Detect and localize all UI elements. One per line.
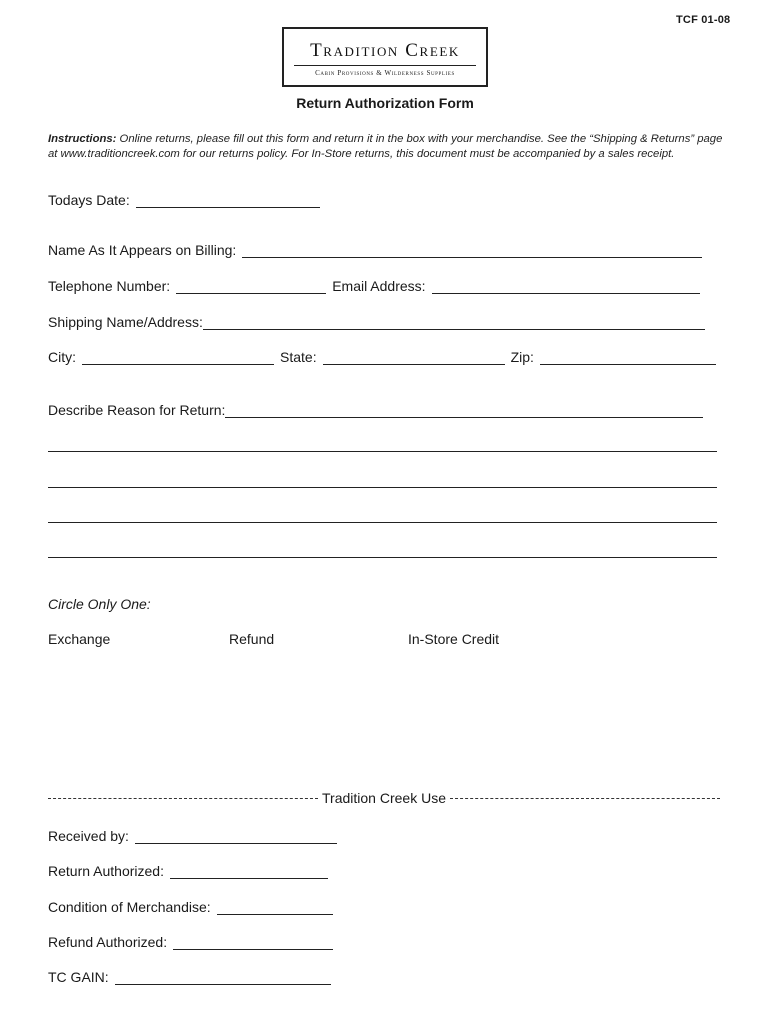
tc-gain-label: TC GAIN: [48, 969, 109, 985]
city-field[interactable] [82, 349, 274, 365]
reason-line[interactable] [48, 451, 717, 452]
received-by-label: Received by: [48, 828, 129, 844]
received-by-row [48, 824, 337, 844]
logo-rule [294, 65, 476, 66]
refund-authorized-field[interactable] [173, 934, 333, 950]
received-by-field[interactable] [135, 828, 337, 844]
state-field[interactable] [323, 349, 505, 365]
refund-authorized-row [48, 930, 333, 950]
form-title: Return Authorization Form [296, 95, 474, 111]
billing-name-row [48, 238, 702, 258]
shipping-label: Shipping Name/Address: [48, 314, 203, 330]
return-authorized-label: Return Authorized: [48, 863, 164, 879]
billing-name-label: Name As It Appears on Billing: [48, 242, 237, 258]
option-exchange[interactable]: Exchange [48, 631, 111, 647]
divider-label: Tradition Creek Use [322, 790, 446, 806]
email-field[interactable] [432, 278, 700, 294]
option-refund[interactable]: Refund [229, 631, 275, 647]
city-state-zip-row [48, 345, 716, 365]
todays-date-label: Todays Date: [48, 192, 130, 208]
reason-label: Describe Reason for Return: [48, 402, 226, 418]
todays-date-field[interactable] [136, 192, 320, 208]
tc-gain-row [48, 965, 331, 985]
form-code: TCF 01-08 [676, 14, 731, 26]
email-label: Email Address: [332, 278, 426, 294]
shipping-field[interactable] [203, 314, 705, 330]
circle-heading: Circle Only One: [48, 596, 151, 612]
reason-field[interactable] [225, 402, 703, 418]
zip-label: Zip: [510, 349, 534, 365]
divider-dashes-right [450, 798, 720, 799]
logo-name: Tradition Creek [310, 40, 460, 61]
instructions [48, 132, 723, 161]
state-label: State: [280, 349, 317, 365]
contact-row [48, 274, 700, 294]
instructions-text: Online returns, please fill out this form and return it in the box with your merchandise. See the “Shipping & Returns” page at www.traditioncreek.com for our returns policy. For In-Store returns, this document must be accompanied by a sales receipt. [48, 133, 723, 160]
reason-line[interactable] [48, 522, 717, 523]
return-authorized-field[interactable] [170, 863, 328, 879]
todays-date-row [48, 188, 320, 208]
condition-row [48, 895, 333, 915]
city-label: City: [48, 349, 76, 365]
zip-field[interactable] [540, 349, 716, 365]
reason-line[interactable] [48, 487, 717, 488]
instructions-lead: Instructions: [48, 133, 117, 145]
condition-label: Condition of Merchandise: [48, 899, 211, 915]
billing-name-field[interactable] [242, 242, 702, 258]
return-authorized-row [48, 859, 328, 879]
logo-tagline: Cabin Provisions & Wilderness Supplies [315, 69, 455, 77]
telephone-label: Telephone Number: [48, 278, 171, 294]
divider-dashes-left [48, 798, 318, 799]
reason-line[interactable] [48, 557, 717, 558]
tc-gain-field[interactable] [115, 969, 331, 985]
refund-authorized-label: Refund Authorized: [48, 934, 168, 950]
option-in-store-credit[interactable]: In-Store Credit [408, 631, 500, 647]
telephone-field[interactable] [176, 278, 326, 294]
tradition-creek-logo [282, 27, 488, 87]
internal-use-divider [48, 790, 720, 806]
shipping-row [48, 310, 705, 330]
condition-field[interactable] [217, 899, 333, 915]
reason-row [48, 398, 703, 418]
